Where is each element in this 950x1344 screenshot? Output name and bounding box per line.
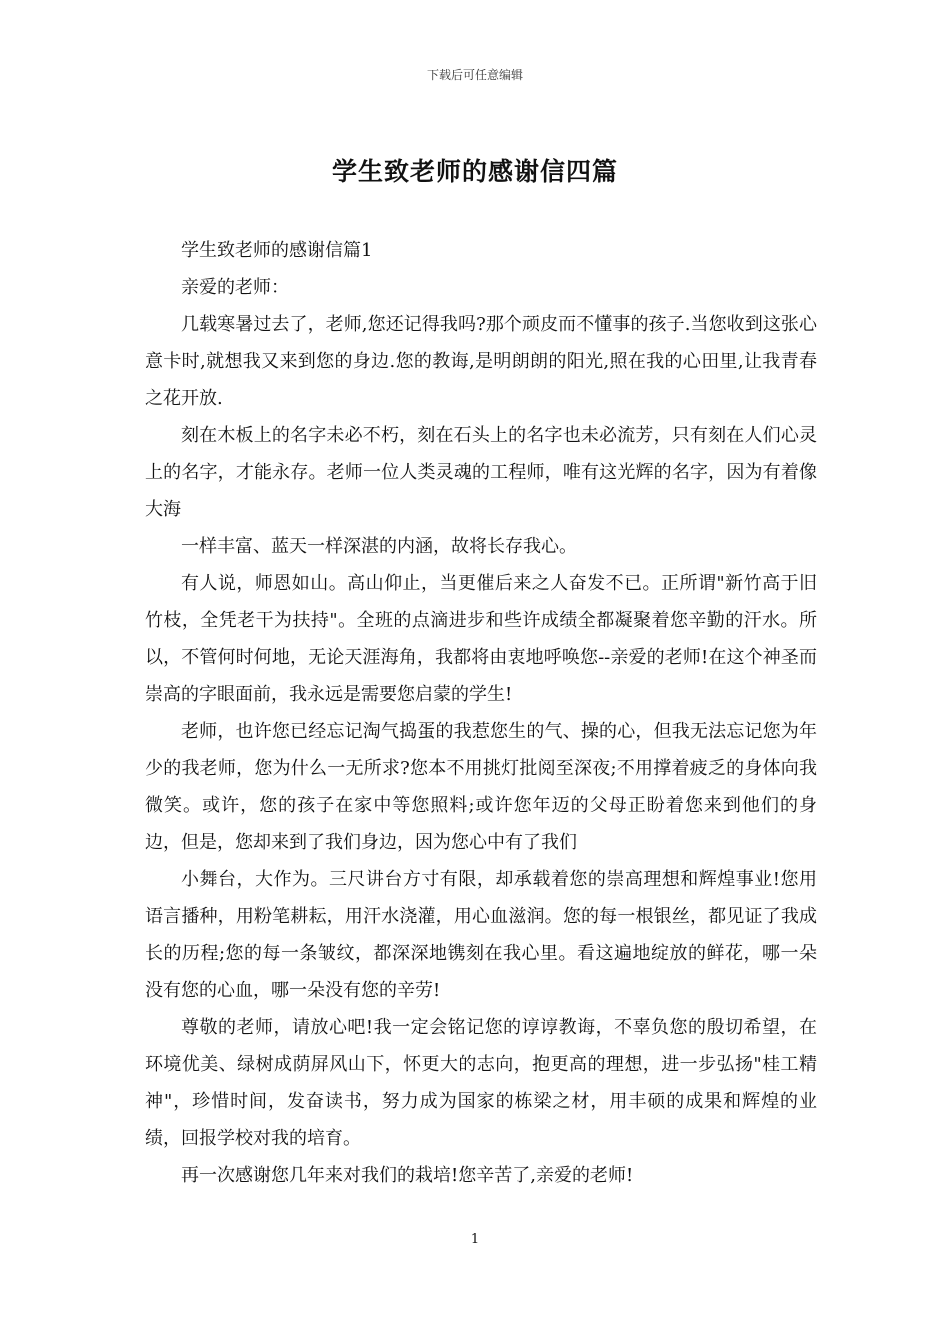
document-body: [145, 232, 817, 1194]
closing-paragraph: 再一次感谢您几年来对我们的栽培!您辛苦了,亲爱的老师!: [181, 1165, 634, 1186]
paragraph: 有人说，师恩如山。高山仰止，当更催后来之人奋发不已。正所谓"新竹高于旧竹枝，全凭老干为扶持"。全班的点滴进步和些许成绩全都凝聚着您辛勤的汗水。所以，不管何时何地，无论天涯海角，我都将由衷地呼唤您--亲爱的老师!在这个神圣而崇高的字眼面前，我永远是需要您启蒙的学生!: [145, 573, 817, 705]
paragraph: 尊敬的老师，请放心吧!我一定会铭记您的谆谆教诲，不辜负您的殷切希望，在环境优美、绿树成荫屏风山下，怀更大的志向，抱更高的理想，进一步弘扬"桂工精神"，珍惜时间，发奋读书，努力成为国家的栋梁之材，用丰硕的成果和辉煌的业绩，回报学校对我的培育。: [145, 1017, 817, 1149]
paragraph: 几载寒暑过去了，老师,您还记得我吗?那个顽皮而不懂事的孩子.当您收到这张心意卡时,就想我又来到您的身边.您的教诲,是明朗朗的阳光,照在我的心田里,让我青春之花开放.: [145, 314, 817, 409]
paragraph: 老师，也许您已经忘记淘气捣蛋的我惹您生的气、操的心，但我无法忘记您为年少的我老师，您为什么一无所求?您本不用挑灯批阅至深夜;不用撑着疲乏的身体向我微笑。或许，您的孩子在家中等您照料;或许您年迈的父母正盼着您来到他们的身边，但是，您却来到了我们身边，因为您心中有了我们: [145, 721, 817, 853]
paragraph: 刻在木板上的名字未必不朽，刻在石头上的名字也未必流芳，只有刻在人们心灵上的名字，才能永存。老师一位人类灵魂的工程师，唯有这光辉的名字，因为有着像大海: [145, 425, 817, 520]
paragraph: 小舞台，大作为。三尺讲台方寸有限，却承载着您的崇高理想和辉煌事业!您用语言播种，用粉笔耕耘，用汗水浇灌，用心血滋润。您的每一根银丝，都见证了我成长的历程;您的每一条皱纹，都深深地镌刻在我心里。看这遍地绽放的鲜花，哪一朵没有您的心血，哪一朵没有您的辛劳!: [145, 869, 817, 1001]
salutation: 亲爱的老师：: [181, 277, 289, 298]
page-number: 1: [470, 1232, 480, 1247]
paragraph: 一样丰富、蓝天一样深湛的内涵，故将长存我心。: [181, 536, 577, 557]
section-heading: 学生致老师的感谢信篇1: [181, 240, 373, 261]
document-title: 学生致老师的感谢信四篇: [331, 157, 618, 186]
header-note: 下载后可任意编辑: [426, 68, 523, 82]
